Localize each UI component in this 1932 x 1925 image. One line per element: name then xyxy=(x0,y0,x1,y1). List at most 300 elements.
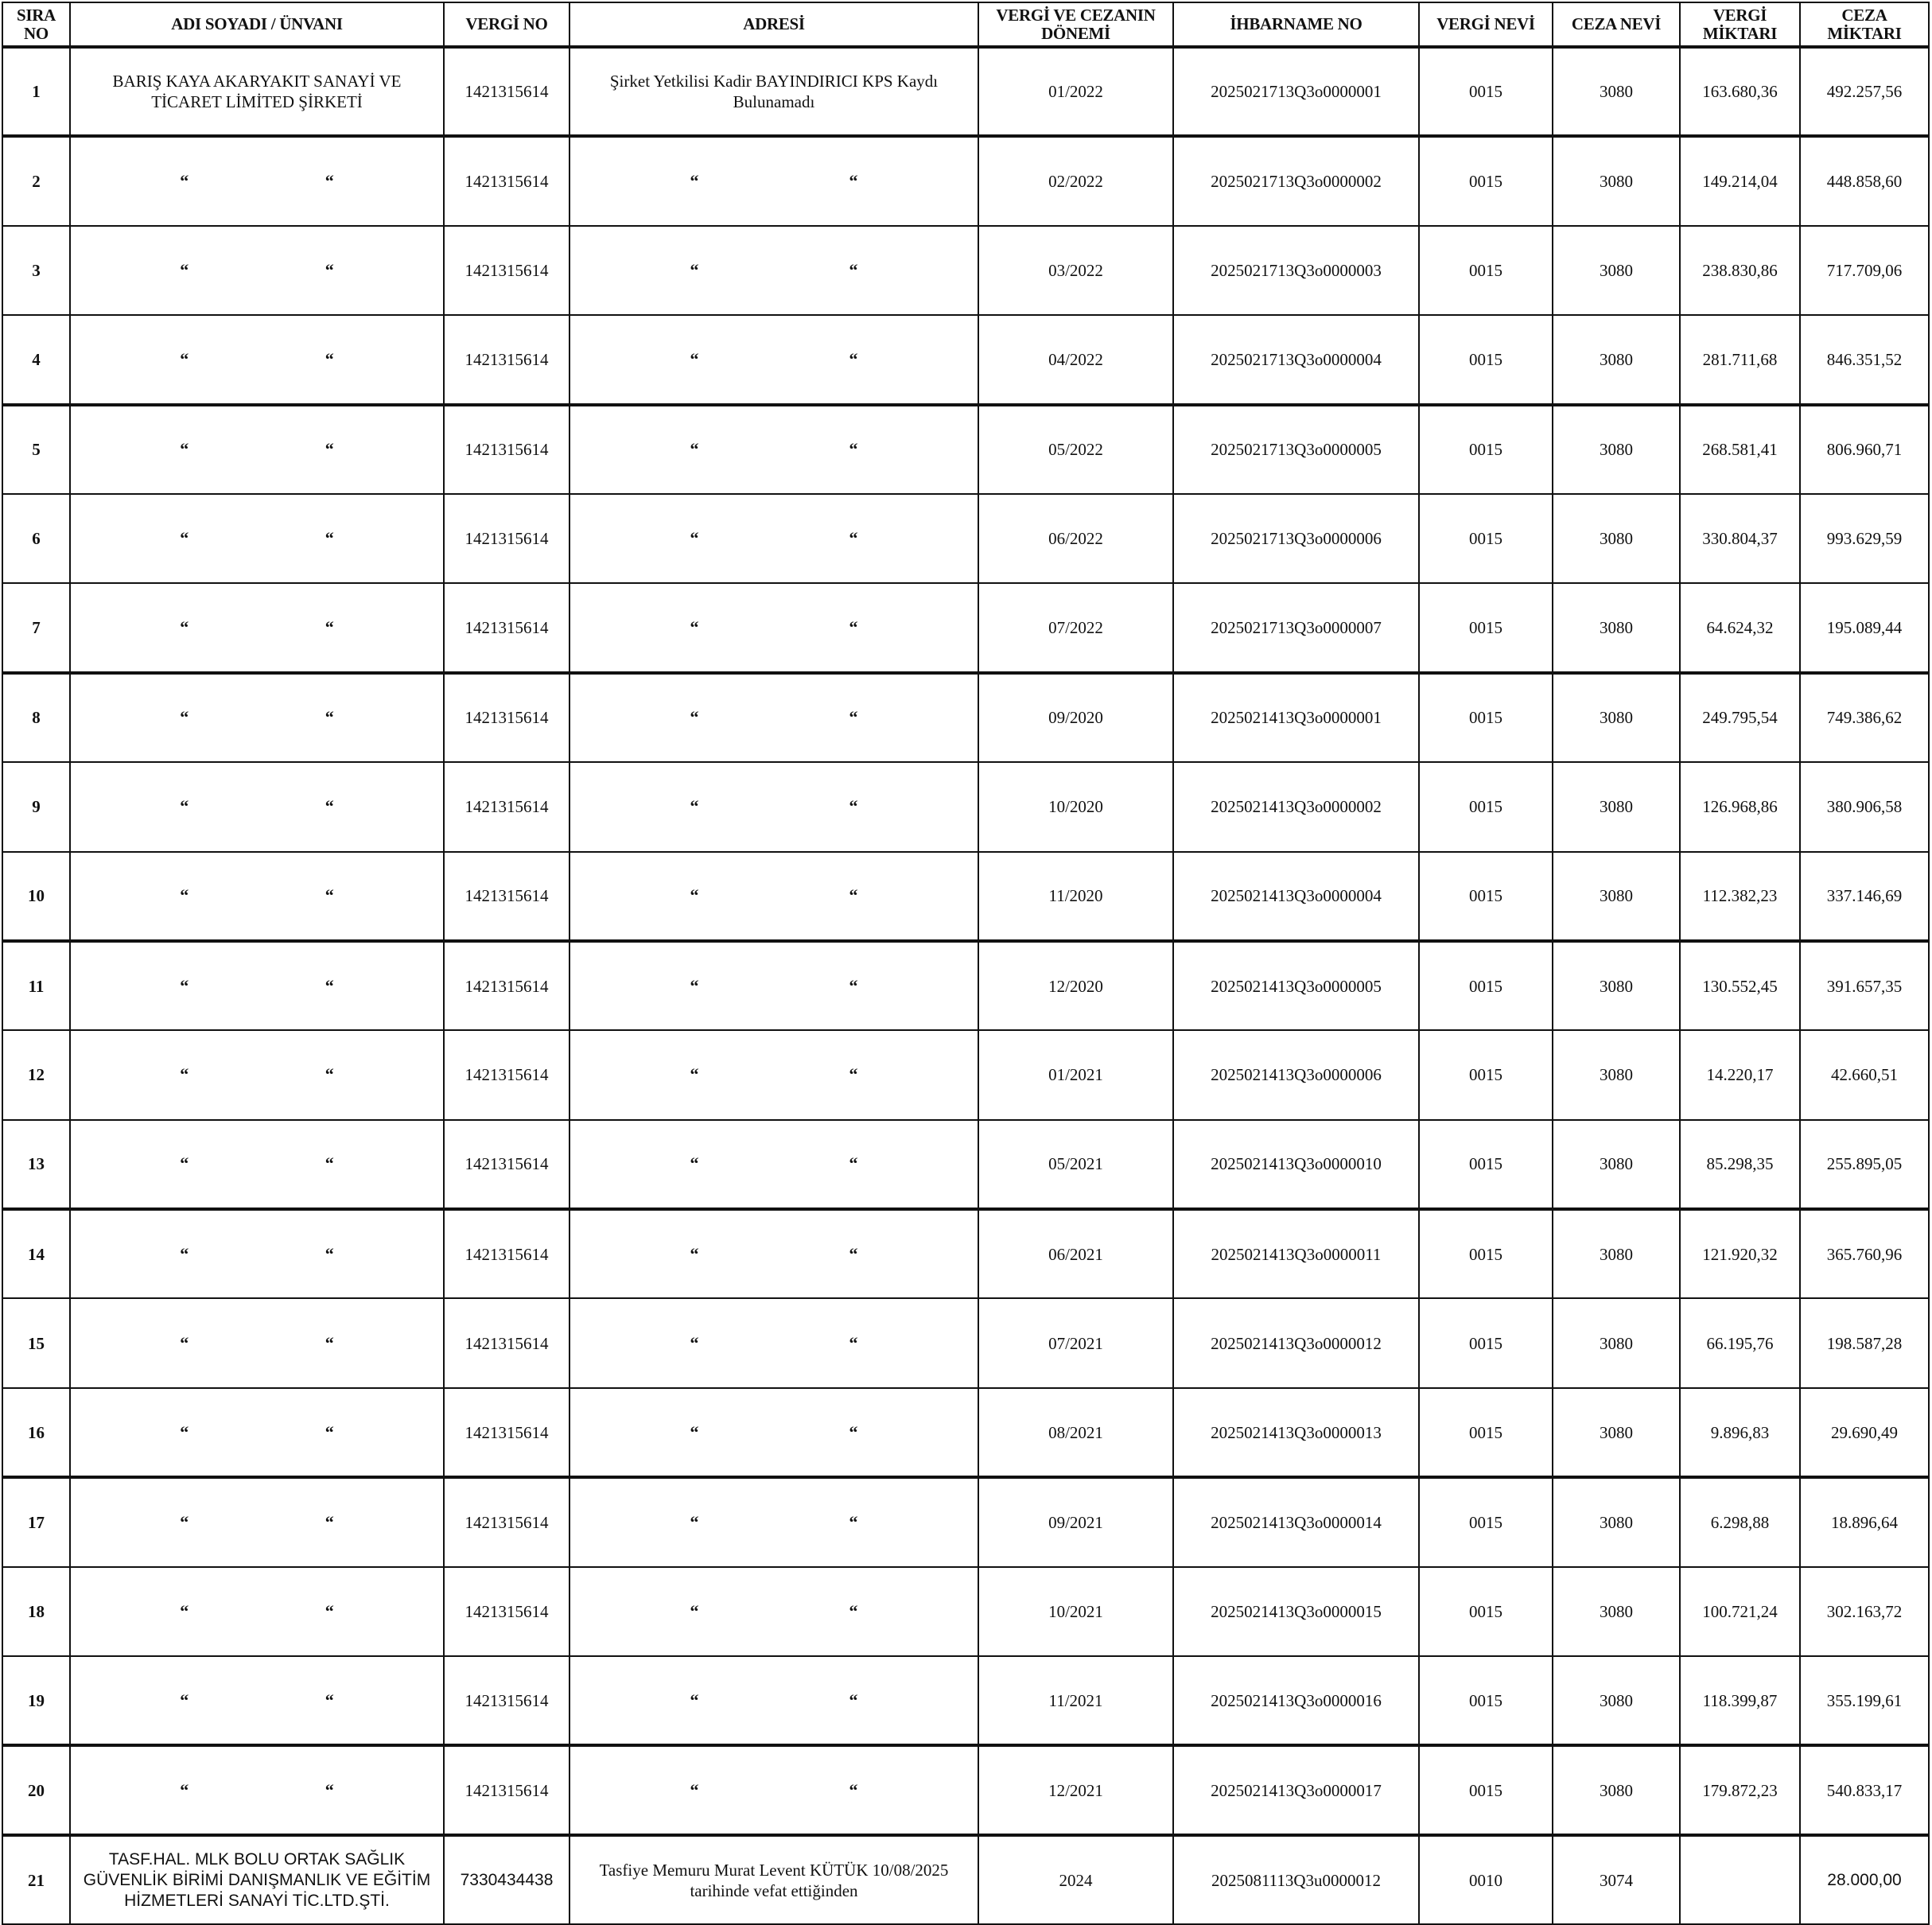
vergi-nevi-cell: 0015 xyxy=(1419,136,1553,225)
ceza-nevi-cell: 3080 xyxy=(1553,762,1680,851)
sira-no-cell: 17 xyxy=(2,1477,70,1566)
ditto-marks xyxy=(76,1512,438,1533)
ditto-marks xyxy=(575,796,973,817)
vergi-miktari-cell: 149.214,04 xyxy=(1680,136,1800,225)
sira-no-cell: 4 xyxy=(2,315,70,404)
vergi-no-cell: 1421315614 xyxy=(444,673,569,762)
ihbarname-cell: 2025021413Q3o0000013 xyxy=(1173,1388,1419,1477)
ditto-mark: “ xyxy=(325,975,334,996)
tax-notice-table xyxy=(2,2,1930,1925)
ceza-miktari-cell: 255.895,05 xyxy=(1800,1120,1929,1209)
ditto-mark: “ xyxy=(690,1243,699,1264)
sira-no-cell: 11 xyxy=(2,941,70,1030)
name-cell xyxy=(70,1298,444,1387)
name-cell xyxy=(70,1120,444,1209)
vergi-miktari-cell: 66.195,76 xyxy=(1680,1298,1800,1387)
ditto-mark: “ xyxy=(849,796,858,817)
ihbarname-cell: 2025021413Q3o0000011 xyxy=(1173,1209,1419,1298)
ditto-mark: “ xyxy=(180,259,189,280)
ceza-nevi-cell: 3080 xyxy=(1553,1567,1680,1656)
ditto-mark: “ xyxy=(180,1332,189,1353)
ditto-mark: “ xyxy=(849,707,858,728)
ditto-mark: “ xyxy=(849,1690,858,1710)
name-cell xyxy=(70,136,444,225)
address-cell: Şirket Yetkilisi Kadir BAYINDIRICI KPS Kaydı Bulunamadı xyxy=(569,47,978,136)
ditto-mark: “ xyxy=(849,1779,858,1800)
ceza-miktari-cell: 355.199,61 xyxy=(1800,1656,1929,1745)
ditto-mark: “ xyxy=(325,1153,334,1174)
ditto-mark: “ xyxy=(690,1421,699,1442)
name-cell xyxy=(70,226,444,315)
ihbarname-cell: 2025021713Q3o0000001 xyxy=(1173,47,1419,136)
ceza-nevi-cell: 3080 xyxy=(1553,1209,1680,1298)
ceza-nevi-cell: 3080 xyxy=(1553,1120,1680,1209)
header-adi-soyadi: ADI SOYADI / ÜNVANI xyxy=(70,2,444,47)
table-row xyxy=(2,1298,1929,1387)
table-row xyxy=(2,47,1929,136)
ditto-mark: “ xyxy=(690,1153,699,1174)
table-row xyxy=(2,673,1929,762)
ditto-mark: “ xyxy=(849,1511,858,1532)
vergi-no-cell: 1421315614 xyxy=(444,1030,569,1119)
name-cell xyxy=(70,583,444,672)
vergi-no-cell: 1421315614 xyxy=(444,1477,569,1566)
vergi-no-cell: 1421315614 xyxy=(444,136,569,225)
ceza-miktari-cell: 492.257,56 xyxy=(1800,47,1929,136)
ditto-mark: “ xyxy=(690,259,699,280)
ditto-marks xyxy=(76,1333,438,1354)
header-ceza-miktari: CEZA MİKTARI xyxy=(1800,2,1929,47)
ditto-mark: “ xyxy=(180,1243,189,1264)
ceza-nevi-cell: 3080 xyxy=(1553,136,1680,225)
ihbarname-cell: 2025021713Q3o0000005 xyxy=(1173,405,1419,494)
ditto-mark: “ xyxy=(849,171,858,192)
ceza-nevi-cell: 3080 xyxy=(1553,1388,1680,1477)
sira-no-cell: 2 xyxy=(2,136,70,225)
ditto-mark: “ xyxy=(325,885,334,906)
ditto-mark: “ xyxy=(849,1153,858,1174)
table-row xyxy=(2,1209,1929,1298)
ceza-nevi-cell: 3080 xyxy=(1553,1477,1680,1566)
ditto-mark: “ xyxy=(690,1600,699,1621)
period-cell: 01/2021 xyxy=(978,1030,1173,1119)
ditto-mark: “ xyxy=(690,885,699,906)
vergi-miktari-cell: 6.298,88 xyxy=(1680,1477,1800,1566)
address-cell xyxy=(569,941,978,1030)
ditto-marks xyxy=(575,1333,973,1354)
ditto-marks xyxy=(76,1064,438,1085)
period-cell: 02/2022 xyxy=(978,136,1173,225)
ditto-marks xyxy=(575,349,973,370)
ditto-mark: “ xyxy=(325,259,334,280)
ceza-nevi-cell: 3080 xyxy=(1553,315,1680,404)
ceza-nevi-cell: 3080 xyxy=(1553,941,1680,1030)
ditto-marks xyxy=(575,260,973,281)
name-cell xyxy=(70,941,444,1030)
ihbarname-cell: 2025021713Q3o0000006 xyxy=(1173,494,1419,583)
vergi-nevi-cell: 0015 xyxy=(1419,1656,1553,1745)
table-body xyxy=(2,47,1929,1924)
table-row xyxy=(2,1477,1929,1566)
table-row xyxy=(2,1567,1929,1656)
ditto-mark: “ xyxy=(690,348,699,369)
ceza-miktari-cell: 380.906,58 xyxy=(1800,762,1929,851)
vergi-miktari-cell: 9.896,83 xyxy=(1680,1388,1800,1477)
ditto-mark: “ xyxy=(849,1332,858,1353)
table-row xyxy=(2,405,1929,494)
ditto-mark: “ xyxy=(180,1779,189,1800)
vergi-no-cell: 1421315614 xyxy=(444,1120,569,1209)
address-cell xyxy=(569,494,978,583)
ceza-nevi-cell: 3080 xyxy=(1553,1030,1680,1119)
ditto-marks xyxy=(575,1422,973,1443)
ditto-mark: “ xyxy=(180,1600,189,1621)
ditto-mark: “ xyxy=(325,1690,334,1710)
header-vergi-miktari: VERGİ MİKTARI xyxy=(1680,2,1800,47)
vergi-no-cell: 1421315614 xyxy=(444,1567,569,1656)
ditto-mark: “ xyxy=(325,348,334,369)
table-row xyxy=(2,583,1929,672)
period-cell: 07/2022 xyxy=(978,583,1173,672)
ditto-mark: “ xyxy=(180,1511,189,1532)
vergi-miktari-cell: 130.552,45 xyxy=(1680,941,1800,1030)
ditto-marks xyxy=(76,885,438,906)
vergi-nevi-cell: 0015 xyxy=(1419,673,1553,762)
name-cell xyxy=(70,762,444,851)
vergi-nevi-cell: 0015 xyxy=(1419,315,1553,404)
ditto-mark: “ xyxy=(180,528,189,549)
ceza-miktari-cell: 29.690,49 xyxy=(1800,1388,1929,1477)
ditto-marks xyxy=(575,1244,973,1265)
ihbarname-cell: 2025021413Q3o0000006 xyxy=(1173,1030,1419,1119)
ditto-marks xyxy=(76,1244,438,1265)
ditto-marks xyxy=(76,528,438,549)
ihbarname-cell: 2025021713Q3o0000002 xyxy=(1173,136,1419,225)
sira-no-cell: 7 xyxy=(2,583,70,672)
period-cell: 03/2022 xyxy=(978,226,1173,315)
vergi-miktari-cell: 112.382,23 xyxy=(1680,852,1800,941)
sira-no-cell: 3 xyxy=(2,226,70,315)
vergi-nevi-cell: 0015 xyxy=(1419,852,1553,941)
period-cell: 04/2022 xyxy=(978,315,1173,404)
sira-no-cell: 20 xyxy=(2,1745,70,1834)
period-cell: 10/2021 xyxy=(978,1567,1173,1656)
ditto-mark: “ xyxy=(849,1421,858,1442)
ceza-nevi-cell: 3080 xyxy=(1553,494,1680,583)
address-cell xyxy=(569,583,978,672)
ceza-nevi-cell: 3080 xyxy=(1553,47,1680,136)
period-cell: 05/2022 xyxy=(978,405,1173,494)
period-cell: 05/2021 xyxy=(978,1120,1173,1209)
ceza-miktari-cell: 540.833,17 xyxy=(1800,1745,1929,1834)
ditto-mark: “ xyxy=(325,617,334,638)
name-cell xyxy=(70,315,444,404)
sira-no-cell: 14 xyxy=(2,1209,70,1298)
ceza-nevi-cell: 3080 xyxy=(1553,1745,1680,1834)
ditto-mark: “ xyxy=(690,1332,699,1353)
vergi-miktari-cell: 85.298,35 xyxy=(1680,1120,1800,1209)
ditto-mark: “ xyxy=(180,1153,189,1174)
table-row xyxy=(2,1745,1929,1834)
header-row xyxy=(2,2,1929,47)
table-row xyxy=(2,226,1929,315)
ditto-mark: “ xyxy=(180,171,189,192)
header-vergi-no: VERGİ NO xyxy=(444,2,569,47)
ditto-mark: “ xyxy=(180,796,189,817)
ceza-miktari-cell: 391.657,35 xyxy=(1800,941,1929,1030)
name-cell xyxy=(70,1209,444,1298)
vergi-no-cell: 1421315614 xyxy=(444,494,569,583)
ditto-marks xyxy=(76,1780,438,1801)
address-cell xyxy=(569,762,978,851)
period-cell: 01/2022 xyxy=(978,47,1173,136)
sira-no-cell: 19 xyxy=(2,1656,70,1745)
ditto-mark: “ xyxy=(325,707,334,728)
sira-no-cell: 1 xyxy=(2,47,70,136)
ceza-miktari-cell: 18.896,64 xyxy=(1800,1477,1929,1566)
ceza-nevi-cell: 3080 xyxy=(1553,226,1680,315)
ihbarname-cell: 2025021413Q3o0000015 xyxy=(1173,1567,1419,1656)
vergi-miktari-cell: 330.804,37 xyxy=(1680,494,1800,583)
address-cell xyxy=(569,1656,978,1745)
ditto-mark: “ xyxy=(325,1779,334,1800)
ihbarname-cell: 2025021413Q3o0000014 xyxy=(1173,1477,1419,1566)
name-cell xyxy=(70,1656,444,1745)
ditto-mark: “ xyxy=(849,439,858,460)
ditto-marks xyxy=(76,439,438,460)
vergi-no-cell: 1421315614 xyxy=(444,852,569,941)
vergi-nevi-cell: 0015 xyxy=(1419,1120,1553,1209)
ditto-mark: “ xyxy=(180,617,189,638)
ihbarname-cell: 2025021413Q3o0000002 xyxy=(1173,762,1419,851)
ditto-marks xyxy=(76,1601,438,1622)
vergi-no-cell: 1421315614 xyxy=(444,1388,569,1477)
period-cell: 09/2020 xyxy=(978,673,1173,762)
ditto-marks xyxy=(575,1512,973,1533)
ditto-mark: “ xyxy=(690,617,699,638)
address-cell xyxy=(569,136,978,225)
ditto-mark: “ xyxy=(849,975,858,996)
name-cell xyxy=(70,852,444,941)
vergi-nevi-cell: 0015 xyxy=(1419,941,1553,1030)
table-row xyxy=(2,315,1929,404)
period-cell: 2024 xyxy=(978,1835,1173,1924)
table-row xyxy=(2,1388,1929,1477)
name-cell xyxy=(70,673,444,762)
ceza-nevi-cell: 3080 xyxy=(1553,405,1680,494)
ceza-miktari-cell: 337.146,69 xyxy=(1800,852,1929,941)
ceza-nevi-cell: 3080 xyxy=(1553,1298,1680,1387)
address-cell xyxy=(569,1567,978,1656)
sira-no-cell: 12 xyxy=(2,1030,70,1119)
table-row xyxy=(2,136,1929,225)
ditto-mark: “ xyxy=(849,1064,858,1085)
header-ihbarname-no: İHBARNAME NO xyxy=(1173,2,1419,47)
vergi-nevi-cell: 0015 xyxy=(1419,226,1553,315)
ditto-mark: “ xyxy=(690,796,699,817)
ditto-mark: “ xyxy=(180,348,189,369)
ditto-mark: “ xyxy=(325,1243,334,1264)
period-cell: 07/2021 xyxy=(978,1298,1173,1387)
period-cell: 12/2021 xyxy=(978,1745,1173,1834)
ihbarname-cell: 2025021713Q3o0000003 xyxy=(1173,226,1419,315)
ditto-mark: “ xyxy=(325,1064,334,1085)
ditto-mark: “ xyxy=(690,1690,699,1710)
ditto-mark: “ xyxy=(180,707,189,728)
ditto-mark: “ xyxy=(849,885,858,906)
vergi-no-cell: 1421315614 xyxy=(444,1209,569,1298)
ditto-marks xyxy=(76,1422,438,1443)
ceza-miktari-cell: 198.587,28 xyxy=(1800,1298,1929,1387)
ihbarname-cell: 2025021713Q3o0000007 xyxy=(1173,583,1419,672)
ceza-miktari-cell: 749.386,62 xyxy=(1800,673,1929,762)
ditto-marks xyxy=(76,617,438,638)
name-cell xyxy=(70,1030,444,1119)
vergi-miktari-cell: 64.624,32 xyxy=(1680,583,1800,672)
ditto-mark: “ xyxy=(325,528,334,549)
ditto-marks xyxy=(575,439,973,460)
ihbarname-cell: 2025081113Q3u0000012 xyxy=(1173,1835,1419,1924)
ditto-mark: “ xyxy=(180,1064,189,1085)
ceza-miktari-cell: 717.709,06 xyxy=(1800,226,1929,315)
name-cell xyxy=(70,1477,444,1566)
address-cell xyxy=(569,673,978,762)
ditto-marks xyxy=(76,1690,438,1711)
vergi-nevi-cell: 0015 xyxy=(1419,1298,1553,1387)
ditto-marks xyxy=(575,1153,973,1174)
ditto-marks xyxy=(575,1780,973,1801)
address-cell xyxy=(569,1298,978,1387)
ihbarname-cell: 2025021713Q3o0000004 xyxy=(1173,315,1419,404)
ihbarname-cell: 2025021413Q3o0000017 xyxy=(1173,1745,1419,1834)
ditto-mark: “ xyxy=(325,1511,334,1532)
vergi-miktari-cell: 14.220,17 xyxy=(1680,1030,1800,1119)
table-row xyxy=(2,1030,1929,1119)
ditto-mark: “ xyxy=(690,707,699,728)
ditto-marks xyxy=(76,349,438,370)
period-cell: 12/2020 xyxy=(978,941,1173,1030)
period-cell: 08/2021 xyxy=(978,1388,1173,1477)
ditto-mark: “ xyxy=(180,1690,189,1710)
ceza-nevi-cell: 3080 xyxy=(1553,673,1680,762)
vergi-no-cell: 1421315614 xyxy=(444,405,569,494)
ceza-miktari-cell: 42.660,51 xyxy=(1800,1030,1929,1119)
address-cell xyxy=(569,1388,978,1477)
table-row xyxy=(2,762,1929,851)
address-cell xyxy=(569,226,978,315)
sira-no-cell: 16 xyxy=(2,1388,70,1477)
period-cell: 11/2020 xyxy=(978,852,1173,941)
table-header xyxy=(2,2,1929,47)
ditto-marks xyxy=(575,171,973,192)
ditto-mark: “ xyxy=(325,1421,334,1442)
sira-no-cell: 21 xyxy=(2,1835,70,1924)
vergi-no-cell: 1421315614 xyxy=(444,315,569,404)
ditto-marks xyxy=(575,976,973,997)
ditto-mark: “ xyxy=(849,259,858,280)
sira-no-cell: 13 xyxy=(2,1120,70,1209)
name-cell xyxy=(70,494,444,583)
ceza-miktari-cell: 846.351,52 xyxy=(1800,315,1929,404)
ditto-mark: “ xyxy=(849,528,858,549)
vergi-miktari-cell: 281.711,68 xyxy=(1680,315,1800,404)
address-cell: Tasfiye Memuru Murat Levent KÜTÜK 10/08/2025 tarihinde vefat ettiğinden xyxy=(569,1835,978,1924)
vergi-miktari-cell: 268.581,41 xyxy=(1680,405,1800,494)
ditto-marks xyxy=(575,885,973,906)
ceza-miktari-cell: 993.629,59 xyxy=(1800,494,1929,583)
ditto-mark: “ xyxy=(690,171,699,192)
vergi-nevi-cell: 0015 xyxy=(1419,1388,1553,1477)
address-cell xyxy=(569,405,978,494)
name-cell xyxy=(70,405,444,494)
vergi-no-cell: 1421315614 xyxy=(444,1298,569,1387)
table-row xyxy=(2,494,1929,583)
vergi-no-cell: 1421315614 xyxy=(444,941,569,1030)
vergi-nevi-cell: 0015 xyxy=(1419,1030,1553,1119)
name-cell xyxy=(70,1567,444,1656)
ihbarname-cell: 2025021413Q3o0000004 xyxy=(1173,852,1419,941)
ditto-mark: “ xyxy=(690,975,699,996)
vergi-miktari-cell: 100.721,24 xyxy=(1680,1567,1800,1656)
vergi-no-cell: 1421315614 xyxy=(444,1745,569,1834)
vergi-no-cell: 1421315614 xyxy=(444,762,569,851)
ditto-mark: “ xyxy=(325,796,334,817)
ditto-mark: “ xyxy=(849,617,858,638)
vergi-nevi-cell: 0015 xyxy=(1419,405,1553,494)
vergi-nevi-cell: 0015 xyxy=(1419,762,1553,851)
vergi-nevi-cell: 0015 xyxy=(1419,47,1553,136)
period-cell: 09/2021 xyxy=(978,1477,1173,1566)
ditto-mark: “ xyxy=(849,348,858,369)
vergi-miktari-cell: 121.920,32 xyxy=(1680,1209,1800,1298)
ditto-marks xyxy=(76,171,438,192)
vergi-miktari-cell: 238.830,86 xyxy=(1680,226,1800,315)
vergi-no-cell: 1421315614 xyxy=(444,583,569,672)
vergi-no-cell: 1421315614 xyxy=(444,1656,569,1745)
header-donemi: VERGİ VE CEZANIN DÖNEMİ xyxy=(978,2,1173,47)
ditto-mark: “ xyxy=(849,1243,858,1264)
ceza-nevi-cell: 3080 xyxy=(1553,1656,1680,1745)
sira-no-cell: 6 xyxy=(2,494,70,583)
vergi-no-cell: 7330434438 xyxy=(444,1835,569,1924)
ditto-marks xyxy=(575,707,973,728)
ditto-marks xyxy=(76,796,438,817)
ceza-miktari-cell: 365.760,96 xyxy=(1800,1209,1929,1298)
address-cell xyxy=(569,315,978,404)
ditto-mark: “ xyxy=(325,1600,334,1621)
vergi-miktari-cell: 126.968,86 xyxy=(1680,762,1800,851)
name-cell xyxy=(70,1388,444,1477)
ditto-marks xyxy=(575,617,973,638)
address-cell xyxy=(569,1030,978,1119)
address-cell xyxy=(569,1745,978,1834)
ditto-marks xyxy=(76,976,438,997)
ditto-marks xyxy=(575,1690,973,1711)
ceza-miktari-cell: 195.089,44 xyxy=(1800,583,1929,672)
vergi-nevi-cell: 0015 xyxy=(1419,494,1553,583)
vergi-miktari-cell: 118.399,87 xyxy=(1680,1656,1800,1745)
sira-no-cell: 8 xyxy=(2,673,70,762)
name-cell: TASF.HAL. MLK BOLU ORTAK SAĞLIK GÜVENLİK BİRİMİ DANIŞMANLIK VE EĞİTİM HİZMETLERİ SANAYİ TİC.LTD.ŞTİ. xyxy=(70,1835,444,1924)
sira-no-cell: 18 xyxy=(2,1567,70,1656)
ihbarname-cell: 2025021413Q3o0000010 xyxy=(1173,1120,1419,1209)
ihbarname-cell: 2025021413Q3o0000012 xyxy=(1173,1298,1419,1387)
vergi-miktari-cell xyxy=(1680,1835,1800,1924)
ceza-nevi-cell: 3080 xyxy=(1553,583,1680,672)
ceza-miktari-cell: 448.858,60 xyxy=(1800,136,1929,225)
ditto-mark: “ xyxy=(180,439,189,460)
ditto-mark: “ xyxy=(180,975,189,996)
